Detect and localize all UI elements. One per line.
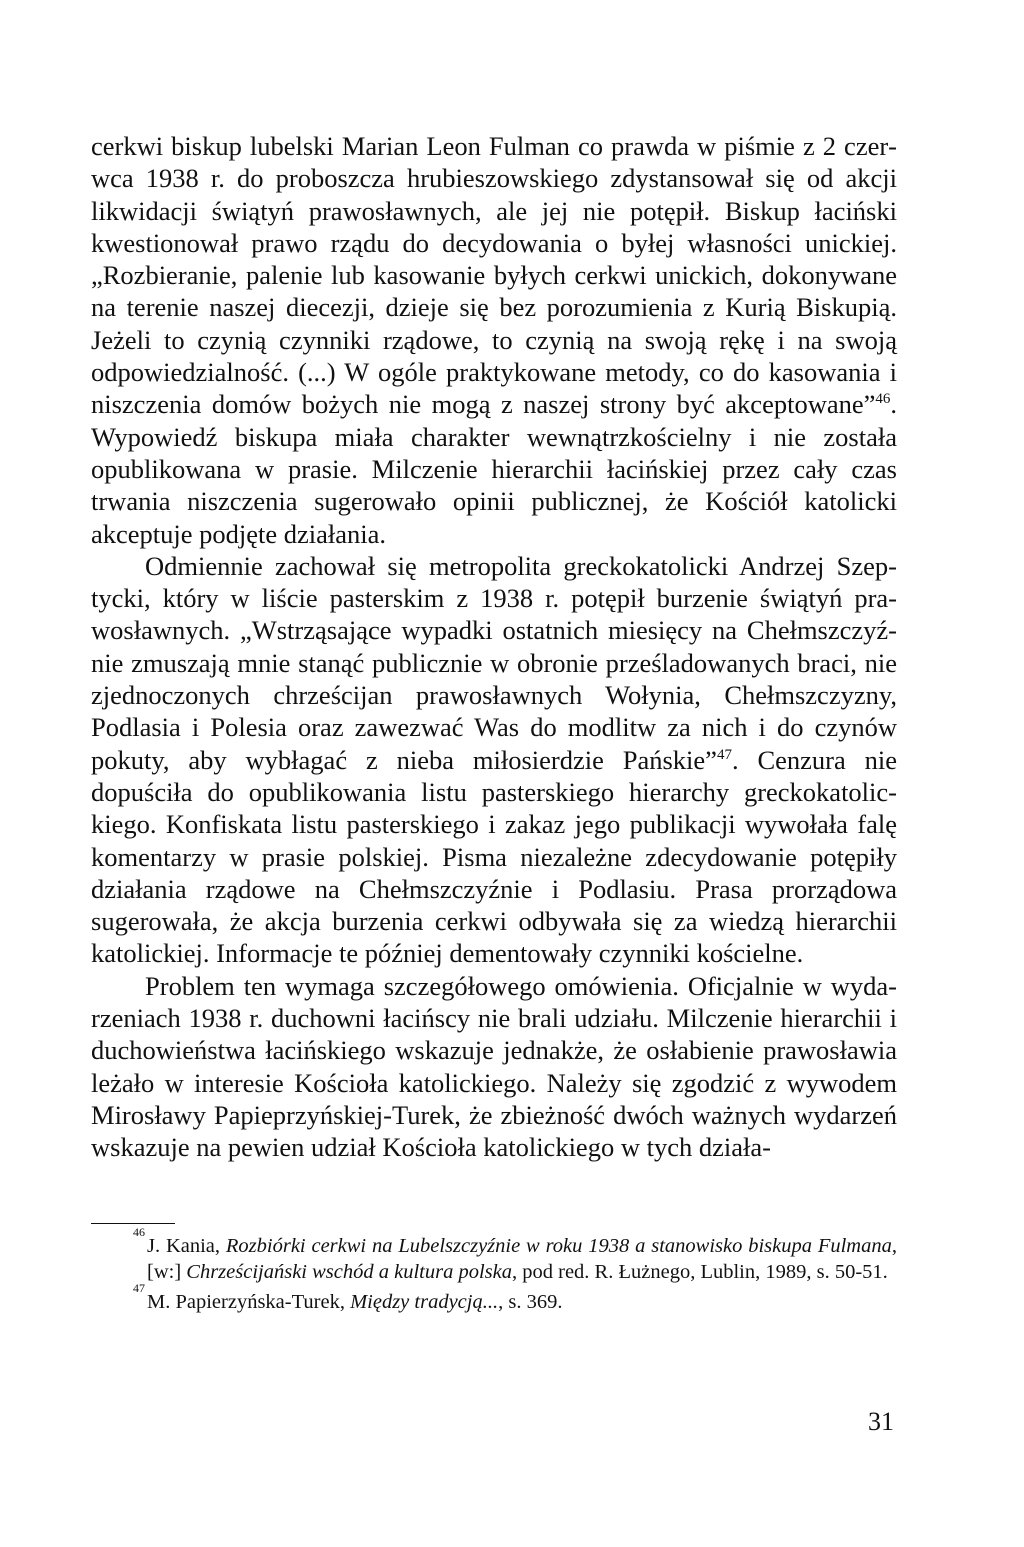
footnotes — [91, 1225, 897, 1315]
footnote-number: 46 — [133, 1225, 145, 1239]
footnote-source: Chrześcijański wschód a kultura polska — [186, 1261, 512, 1283]
footnote-author: J. Kania, — [147, 1235, 226, 1257]
footnote-separator — [91, 1223, 175, 1224]
paragraph-2-text-a: Odmiennie zachował się metropolita greckokatolicki Andrzej Szeptycki, który w liście pasterskim z 1938 r. potępił burzenie świątyń prawosławnych. „Wstrząsające wypadki ostatnich miesięcy na Chełmszczyźnie zmuszają mnie stanąć publicznie w obronie prześladowanych braci, nie zjednoczonych chrześcijan prawosławnych Wołynia, Chełmszczyzny, Podlasia i Polesia oraz zawezwać Was do modlitw za nich i do czynów pokuty, aby wybłagać z nieba miłosierdzie Pańskie” — [91, 550, 897, 775]
footnote-47 — [91, 1281, 897, 1315]
footnote-ref-47[interactable]: 47 — [716, 746, 732, 763]
paragraph-1-text-a: cerkwi biskup lubelski Marian Leon Fulman co prawda w piśmie z 2 czerwca 1938 r. do proboszcza hrubieszowskiego zdystansował się od akcji likwidacji świątyń prawosławnych, ale jej nie potępił. Biskup łaciński kwestionował prawo rządu do decydowania o byłej własności unickiej. „Rozbieranie, palenie lub kasowanie byłych cerkwi unickich, dokonywane na terenie naszej diecezji, dzieje się bez porozumienia z Kurią Biskupią. Jeżeli to czynią czynniki rządowe, to czynią na swoją rękę i na swoją odpowiedzialność. (...) W ogóle praktykowane metody, co do kasowania i niszczenia domów bożych nie mogą z naszej strony być akceptowane” — [91, 131, 897, 420]
footnote-title: Między tradycją... — [350, 1291, 499, 1313]
paragraph-1 — [91, 130, 897, 550]
footnote-number: 47 — [133, 1281, 145, 1295]
footnote-tail: , pod red. R. Łużnego, Lublin, 1989, s. 50-51. — [512, 1261, 888, 1283]
page-number: 31 — [868, 1407, 894, 1436]
footnote-46 — [91, 1225, 897, 1285]
footnote-tail: , s. 369. — [498, 1291, 563, 1313]
paragraph-2-text-b: . Cenzura nie dopuściła do opublikowania listu pasterskiego hierarchy greckokatolickiego. Konfiskata listu pasterskiego i zakaz jego publikacji wywołała falę komentarzy w prasie polskiej. Pisma niezależne zdecydowanie potępiły działania rządowe na Chełmszczyźnie i Podlasiu. Prasa prorządowa sugerowała, że akcja burzenia cerkwi odbywała się za wiedzą hierarchii katolickiej. Informacje te później dementowały czynniki kościelne. — [91, 744, 897, 969]
paragraph-2 — [91, 550, 897, 970]
paragraph-3: Problem ten wymaga szczegółowego omówienia. Oficjalnie w wydarzeniach 1938 r. duchowni łacińscy nie brali udziału. Milczenie hierarchii i duchowieństwa łacińskiego wskazuje jednakże, że osłabienie prawosławia leżało w interesie Kościoła katolickiego. Należy się zgodzić z wywodem Mirosławy Papieprzyńskiej-Turek, że zbieżność dwóch ważnych wydarzeń wskazuje na pewien udział Kościoła katolickiego w tych działa- — [91, 970, 897, 1163]
paragraph-1-text-b: . Wypowiedź biskupa miała charakter wewnątrzkościelny i nie została opublikowana w prasie. Milczenie hierarchii łacińskiej przez cały czas trwania niszczenia sugerowało opinii publicznej, że Kościół katolicki akceptuje podjęte działania. — [91, 389, 897, 549]
footnote-mid: , [w:] — [147, 1235, 897, 1283]
main-text — [91, 130, 897, 1164]
footnote-author: M. Papierzyńska-Turek, — [147, 1291, 351, 1313]
footnote-title: Rozbiórki cerkwi na Lubelszczyźnie w roku 1938 a stanowisko biskupa Fulmana — [225, 1235, 892, 1257]
footnote-ref-46[interactable]: 46 — [875, 391, 891, 408]
